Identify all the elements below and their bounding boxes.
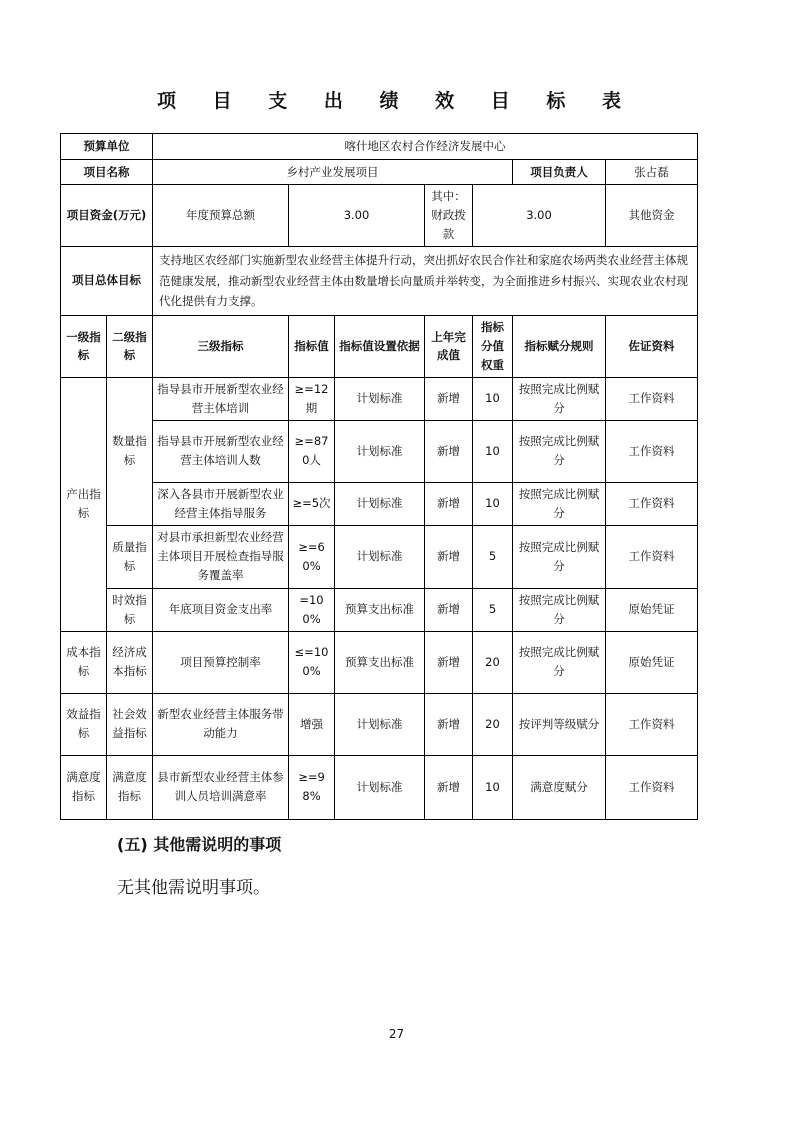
table-row [61,420,698,482]
level1-benefit: 效益指标 [61,693,107,755]
level3-cell: 年底项目资金支出率 [153,588,289,631]
weight-cell: 20 [473,631,513,693]
table-row [61,525,698,588]
scoring-rule-cell: 按照完成比例赋分 [513,588,606,631]
section-heading: (五) 其他需说明的事项 [117,835,282,854]
header-row [61,315,698,377]
basis-cell: 预算支出标准 [335,631,425,693]
basis-cell: 计划标准 [335,482,425,525]
weight-cell: 5 [473,588,513,631]
indicator-value-cell: ≥=870人 [289,420,335,482]
scoring-rule-cell: 按评判等级赋分 [513,693,606,755]
level2-satisfaction: 满意度指标 [107,755,153,819]
previous-value-cell: 新增 [425,482,473,525]
weight-cell: 5 [473,525,513,588]
fiscal-allocation-value: 3.00 [473,185,606,247]
header-level2: 二级指标 [107,315,153,377]
basis-cell: 预算支出标准 [335,588,425,631]
funds-row [61,185,698,247]
scoring-rule-cell: 按照完成比例赋分 [513,482,606,525]
project-leader-label: 项目负责人 [513,160,606,185]
evidence-cell: 工作资料 [606,755,698,819]
weight-cell: 10 [473,755,513,819]
evidence-cell: 工作资料 [606,525,698,588]
level2-quality: 质量指标 [107,525,153,588]
evidence-cell: 原始凭证 [606,631,698,693]
table-row [61,377,698,420]
level1-output: 产出指标 [61,377,107,631]
header-previous-value: 上年完成值 [425,315,473,377]
indicator-value-cell: ≥=98% [289,755,335,819]
header-scoring-rule: 指标赋分规则 [513,315,606,377]
level3-cell: 指导县市开展新型农业经营主体培训人数 [153,420,289,482]
section-paragraph: 无其他需说明事项。 [117,878,270,898]
evidence-cell: 工作资料 [606,693,698,755]
project-name-label: 项目名称 [61,160,153,185]
scoring-rule-cell: 按照完成比例赋分 [513,377,606,420]
project-name-value: 乡村产业发展项目 [153,160,513,185]
indicator-value-cell: =100% [289,588,335,631]
level2-social-benefit: 社会效益指标 [107,693,153,755]
indicator-value-cell: ≤=100% [289,631,335,693]
indicator-value-cell: ≥=5次 [289,482,335,525]
weight-cell: 10 [473,482,513,525]
weight-cell: 20 [473,693,513,755]
previous-value-cell: 新增 [425,693,473,755]
goal-row [61,246,698,315]
evidence-cell: 工作资料 [606,420,698,482]
level2-economic-cost: 经济成本指标 [107,631,153,693]
indicator-value-cell: 增强 [289,693,335,755]
performance-goal-table [60,133,698,820]
overall-goal-label: 项目总体目标 [61,246,153,315]
table-row [61,693,698,755]
project-leader-value: 张占磊 [606,160,698,185]
level1-satisfaction: 满意度指标 [61,755,107,819]
overall-goal-text: 支持地区农经部门实施新型农业经营主体提升行动，突出抓好农民合作社和家庭农场两类农业经营主体规范健康发展，推动新型农业经营主体由数量增长向量质并举转变，为全面推进乡村振兴、实现农业农村现代化提供有力支撑。 [153,246,698,315]
level2-quantity: 数量指标 [107,377,153,525]
project-name-row [61,160,698,185]
level3-cell: 对县市承担新型农业经营主体项目开展检查指导服务覆盖率 [153,525,289,588]
weight-cell: 10 [473,420,513,482]
budget-unit-row [61,134,698,160]
budget-unit-label: 预算单位 [61,134,153,160]
table-row [61,631,698,693]
header-level3: 三级指标 [153,315,289,377]
previous-value-cell: 新增 [425,420,473,482]
header-basis: 指标值设置依据 [335,315,425,377]
header-indicator-value: 指标值 [289,315,335,377]
level3-cell: 深入各县市开展新型农业经营主体指导服务 [153,482,289,525]
level3-cell: 新型农业经营主体服务带动能力 [153,693,289,755]
weight-cell: 10 [473,377,513,420]
page-number: 27 [388,1027,405,1041]
level3-cell: 项目预算控制率 [153,631,289,693]
budget-unit-value: 喀什地区农村合作经济发展中心 [153,134,698,160]
indicator-value-cell: ≥=60% [289,525,335,588]
basis-cell: 计划标准 [335,377,425,420]
previous-value-cell: 新增 [425,588,473,631]
page-title: 项 目 支 出 绩 效 目 标 表 [157,90,636,112]
basis-cell: 计划标准 [335,525,425,588]
table-row [61,588,698,631]
annual-budget-value: 3.00 [289,185,425,247]
header-level1: 一级指标 [61,315,107,377]
basis-cell: 计划标准 [335,755,425,819]
evidence-cell: 工作资料 [606,377,698,420]
previous-value-cell: 新增 [425,525,473,588]
indicator-value-cell: ≥=12期 [289,377,335,420]
basis-cell: 计划标准 [335,693,425,755]
table-row [61,482,698,525]
fiscal-allocation-label: 其中：财政拨款 [425,185,473,247]
level3-cell: 县市新型农业经营主体参训人员培训满意率 [153,755,289,819]
level1-cost: 成本指标 [61,631,107,693]
header-evidence: 佐证资料 [606,315,698,377]
funds-label: 项目资金(万元) [61,185,153,247]
other-funds-label: 其他资金 [606,185,698,247]
scoring-rule-cell: 按照完成比例赋分 [513,525,606,588]
scoring-rule-cell: 按照完成比例赋分 [513,631,606,693]
previous-value-cell: 新增 [425,631,473,693]
annual-budget-label: 年度预算总额 [153,185,289,247]
scoring-rule-cell: 按照完成比例赋分 [513,420,606,482]
scoring-rule-cell: 满意度赋分 [513,755,606,819]
basis-cell: 计划标准 [335,420,425,482]
level2-timeliness: 时效指标 [107,588,153,631]
level3-cell: 指导县市开展新型农业经营主体培训 [153,377,289,420]
evidence-cell: 工作资料 [606,482,698,525]
previous-value-cell: 新增 [425,377,473,420]
evidence-cell: 原始凭证 [606,588,698,631]
previous-value-cell: 新增 [425,755,473,819]
table-row [61,755,698,819]
header-weight: 指标分值权重 [473,315,513,377]
